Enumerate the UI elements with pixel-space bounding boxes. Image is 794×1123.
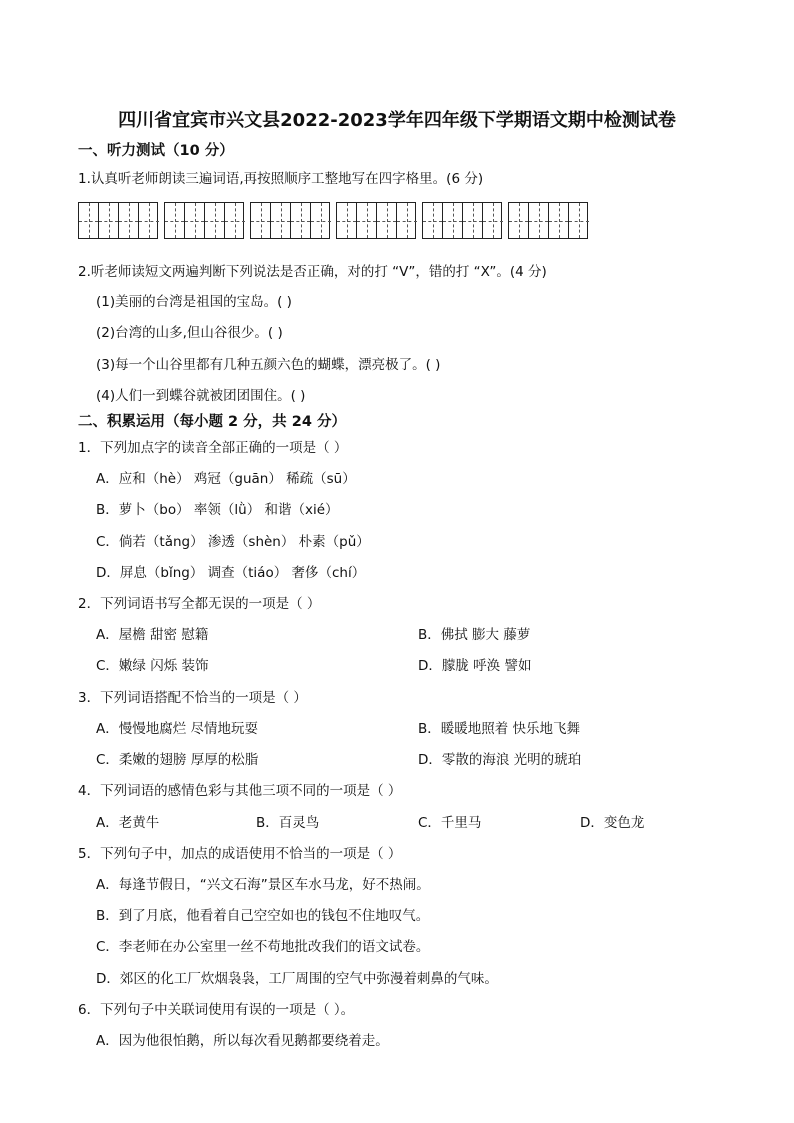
option-c[interactable]: C．李老师在办公室里一丝不苟地批改我们的语文试卷。 bbox=[96, 939, 430, 955]
option-d[interactable]: D．屏息（bǐng） 调查（tiáo） 奢侈（chí） bbox=[96, 565, 366, 581]
question-stem-4: 4．下列词语的感情色彩与其他三项不同的一项是（ ） bbox=[78, 783, 402, 799]
section-heading-accumulation: 二、积累运用（每小题 2 分，共 24 分） bbox=[78, 414, 346, 430]
four-char-box[interactable] bbox=[508, 202, 588, 239]
question-stem-6: 6．下列句子中关联词使用有误的一项是（ ）。 bbox=[78, 1002, 355, 1018]
exam-title: 四川省宜宾市兴文县2022-2023学年四年级下学期语文期中检测试卷 bbox=[118, 110, 676, 131]
option-b[interactable]: B．到了月底，他看着自己空空如也的钱包不住地叹气。 bbox=[96, 908, 430, 924]
option-d[interactable]: D．零散的海浪 光明的琥珀 bbox=[418, 752, 582, 768]
option-d[interactable]: D．变色龙 bbox=[580, 815, 645, 831]
question-stem-5: 5．下列句子中，加点的成语使用不恰当的一项是（ ） bbox=[78, 846, 402, 862]
four-char-box[interactable] bbox=[78, 202, 158, 239]
four-character-grid bbox=[78, 202, 592, 240]
option-b[interactable]: B．暖暖地照着 快乐地飞舞 bbox=[418, 721, 581, 737]
option-d[interactable]: D．朦胧 呼涣 譬如 bbox=[418, 658, 532, 674]
question-stem-3: 3．下列词语搭配不恰当的一项是（ ） bbox=[78, 690, 307, 706]
option-a[interactable]: A．应和（hè） 鸡冠（guān） 稀疏（sū） bbox=[96, 471, 356, 487]
listening-item: (3)每一个山谷里都有几种五颜六色的蝴蝶，漂亮极了。( ) bbox=[96, 357, 441, 373]
listening-item: (4)人们一到蝶谷就被团团围住。( ) bbox=[96, 388, 306, 404]
question-stem-2: 2．下列词语书写全都无误的一项是（ ） bbox=[78, 596, 321, 612]
four-char-box[interactable] bbox=[336, 202, 416, 239]
option-c[interactable]: C．倘若（tǎng） 渗透（shèn） 朴素（pǔ） bbox=[96, 534, 370, 550]
option-b[interactable]: B．佛拭 膨大 藤萝 bbox=[418, 627, 531, 643]
listening-item: (1)美丽的台湾是祖国的宝岛。( ) bbox=[96, 294, 292, 310]
listening-question-1: 1.认真听老师朗读三遍词语,再按照顺序工整地写在四字格里。(6 分) bbox=[78, 171, 484, 187]
option-a[interactable]: A．屋檐 甜密 慰籍 bbox=[96, 627, 209, 643]
option-a[interactable]: A．慢慢地腐烂 尽情地玩耍 bbox=[96, 721, 259, 737]
option-c[interactable]: C．千里马 bbox=[418, 815, 482, 831]
option-c[interactable]: C．柔嫩的翅膀 厚厚的松脂 bbox=[96, 752, 259, 768]
option-d[interactable]: D．郊区的化工厂炊烟袅袅，工厂周围的空气中弥漫着刺鼻的气味。 bbox=[96, 971, 498, 987]
four-char-box[interactable] bbox=[422, 202, 502, 239]
option-b[interactable]: B．萝卜（bo） 率领（lǜ） 和谐（xié） bbox=[96, 502, 339, 518]
option-a[interactable]: A．每逢节假日，“兴文石海”景区车水马龙，好不热闹。 bbox=[96, 877, 430, 893]
listening-item: (2)台湾的山多,但山谷很少。( ) bbox=[96, 325, 283, 341]
section-heading-listening: 一、听力测试（10 分） bbox=[78, 143, 234, 159]
option-a[interactable]: A．因为他很怕鹅，所以每次看见鹅都要绕着走。 bbox=[96, 1033, 389, 1049]
option-b[interactable]: B．百灵鸟 bbox=[256, 815, 320, 831]
four-char-box[interactable] bbox=[164, 202, 244, 239]
question-stem-1: 1．下列加点字的读音全部正确的一项是（ ） bbox=[78, 440, 348, 456]
option-c[interactable]: C．嫩绿 闪烁 装饰 bbox=[96, 658, 209, 674]
four-char-box[interactable] bbox=[250, 202, 330, 239]
listening-question-2: 2.听老师读短文两遍判断下列说法是否正确，对的打 “V”，错的打 “X”。(4 分) bbox=[78, 264, 547, 280]
option-a[interactable]: A．老黄牛 bbox=[96, 815, 160, 831]
